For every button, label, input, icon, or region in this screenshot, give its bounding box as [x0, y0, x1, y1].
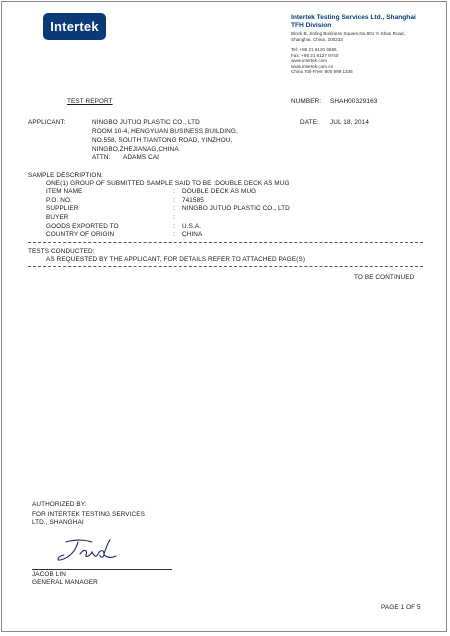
goods-exported-value: U.S.A.	[182, 223, 202, 230]
company-name: Intertek Testing Services Ltd., Shanghai	[291, 14, 416, 21]
contact-web-cn: www.intertek.com.cn	[291, 63, 334, 69]
report-page	[1, 1, 447, 632]
applicant-address-line: NO.558, SOUTH TIANTONG ROAD, YINZHOU,	[92, 137, 233, 144]
date-label: DATE:	[300, 119, 319, 126]
dashed-divider	[28, 242, 423, 243]
authorized-company-line: LTD., SHANGHAI	[32, 519, 84, 526]
applicant-name: NINGBO JUTUO PLASTIC CO., LTD	[92, 119, 200, 126]
company-contact	[291, 47, 431, 75]
authorized-by-heading: AUTHORIZED BY:	[32, 501, 87, 508]
sample-separator: :	[173, 223, 175, 230]
po-no-label: P.O. NO.	[46, 197, 72, 204]
contact-toll-free: China Toll-Free: 800 999 1336	[291, 69, 353, 75]
contact-tel: Tel: +86 21 6120 6565	[291, 47, 337, 52]
sample-intro: ONE(1) GROUP OF SUBMITTED SAMPLE SAID TO BE :DOUBLE DECK AS MUG	[46, 180, 290, 187]
applicant-address-line: NINGBO,ZHEJIANAG,CHINA	[92, 146, 179, 153]
company-division: TFH Division	[291, 22, 332, 29]
sample-separator: :	[173, 205, 175, 212]
to-be-continued: TO BE CONTINUED	[354, 274, 415, 281]
applicant-address-line: ROOM 10-4, HENGYUAN BUSINESS BUILDING,	[92, 128, 238, 135]
page-number: PAGE 1 OF 5	[381, 604, 421, 611]
report-title: TEST REPORT	[67, 98, 113, 105]
dashed-divider	[28, 266, 423, 267]
country-origin-value: CHINA	[182, 231, 203, 238]
company-address	[291, 31, 431, 42]
intertek-logo	[43, 13, 106, 40]
authorized-company-line: FOR INTERTEK TESTING SERVICES	[32, 511, 145, 518]
address-line: Block B, Jinling Business Square,No.801 Yi Shan Road,	[291, 31, 405, 36]
signature-line	[32, 569, 172, 570]
applicant-label: APPLICANT:	[28, 119, 66, 126]
item-name-label: ITEM NAME	[46, 188, 83, 195]
buyer-label: BUYER	[46, 214, 69, 221]
tests-heading: TESTS CONDUCTED:	[28, 248, 95, 255]
date-value: JUL 18, 2014	[330, 119, 369, 126]
sample-separator: :	[173, 231, 175, 238]
signature	[54, 534, 118, 566]
sample-description-heading: SAMPLE DESCRIPTION:	[28, 172, 104, 179]
supplier-value: NINGBO JUTUO PLASTIC CO., LTD	[182, 205, 290, 212]
logo-text: Intertek	[50, 19, 99, 34]
attn-label: ATTN:	[92, 154, 111, 161]
address-line: Shanghai, China, 200233	[291, 36, 343, 42]
po-no-value: 741585	[182, 197, 204, 204]
sample-separator: :	[173, 214, 175, 221]
signatory-title: GENERAL MANAGER	[32, 579, 98, 586]
sample-separator: :	[173, 188, 175, 195]
contact-fax: Fax: +86 21 6127 9740	[291, 52, 339, 58]
tests-text: AS REQUESTED BY THE APPLICANT, FOR DETAILS REFER TO ATTACHED PAGE(S)	[46, 256, 306, 263]
attn-value: ADAMS CAI	[123, 154, 160, 161]
country-origin-label: COUNTRY OF ORIGIN	[46, 231, 115, 238]
signatory-name: JACOB LIN	[32, 571, 66, 578]
report-number-value: SHAH00329163	[330, 98, 378, 105]
goods-exported-label: GOODS EXPORTED TO	[46, 223, 119, 230]
supplier-label: SUPPLIER	[46, 205, 79, 212]
item-name-value: DOUBLE DECK AS MUG	[182, 188, 257, 195]
report-number-label: NUMBER:	[291, 98, 322, 105]
sample-separator: :	[173, 197, 175, 204]
contact-web: www.intertek.com	[291, 58, 327, 64]
